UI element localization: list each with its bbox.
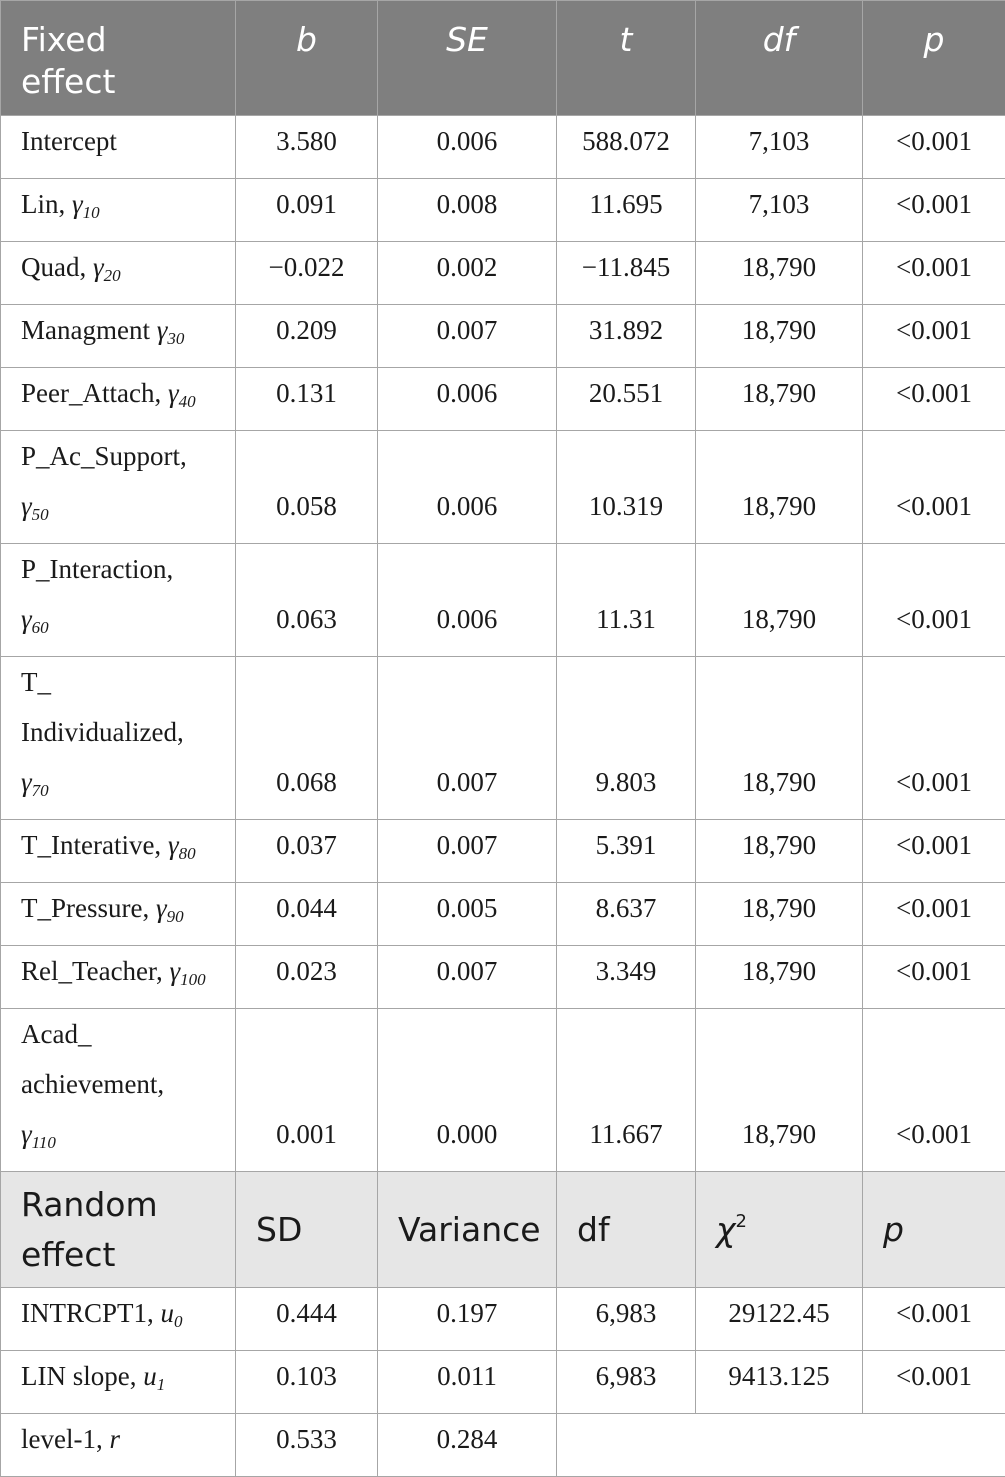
cell-df: 18,790 bbox=[696, 883, 863, 946]
row-label: INTRCPT1, $u_0$ bbox=[1, 1288, 236, 1351]
row-label: T_Pressure, $\gamma_{90}$ bbox=[1, 883, 236, 946]
cell-p: <0.001 bbox=[863, 1009, 1005, 1172]
cell-t: 5.391 bbox=[557, 820, 696, 883]
cell-b: 0.063 bbox=[236, 544, 378, 657]
cell-b: 0.037 bbox=[236, 820, 378, 883]
header-p: p bbox=[863, 1, 1005, 116]
cell-t: 10.319 bbox=[557, 431, 696, 544]
cell-chi-square: 9413.125 bbox=[696, 1351, 863, 1414]
cell-p: <0.001 bbox=[863, 431, 1005, 544]
row-label: level-1, r bbox=[1, 1414, 236, 1477]
row-label: Quad, $\gamma_{20}$ bbox=[1, 242, 236, 305]
cell-p: <0.001 bbox=[863, 657, 1005, 820]
cell-empty bbox=[557, 1414, 1005, 1477]
cell-b: 0.091 bbox=[236, 179, 378, 242]
header-random-p: p bbox=[863, 1172, 1005, 1288]
cell-se: 0.002 bbox=[378, 242, 557, 305]
table-row bbox=[1, 1009, 1005, 1172]
cell-t: 3.349 bbox=[557, 946, 696, 1009]
cell-b: 0.058 bbox=[236, 431, 378, 544]
cell-t: 588.072 bbox=[557, 116, 696, 179]
table-row bbox=[1, 657, 1005, 820]
cell-df: 7,103 bbox=[696, 179, 863, 242]
cell-t: 9.803 bbox=[557, 657, 696, 820]
row-label: P_Interaction, $\gamma_{60}$ bbox=[1, 544, 236, 657]
cell-t: 8.637 bbox=[557, 883, 696, 946]
cell-p: <0.001 bbox=[863, 305, 1005, 368]
cell-df: 18,790 bbox=[696, 544, 863, 657]
cell-b: 0.131 bbox=[236, 368, 378, 431]
table-row bbox=[1, 368, 1005, 431]
row-label: P_Ac_Support, $\gamma_{50}$ bbox=[1, 431, 236, 544]
table-row bbox=[1, 116, 1005, 179]
cell-df: 6,983 bbox=[557, 1288, 696, 1351]
table-row bbox=[1, 179, 1005, 242]
row-label: Rel_Teacher, $\gamma_{100}$ bbox=[1, 946, 236, 1009]
header-se: SE bbox=[378, 1, 557, 116]
cell-p: <0.001 bbox=[863, 1351, 1005, 1414]
cell-sd: 0.103 bbox=[236, 1351, 378, 1414]
cell-variance: 0.284 bbox=[378, 1414, 557, 1477]
cell-p: <0.001 bbox=[863, 946, 1005, 1009]
cell-p: <0.001 bbox=[863, 179, 1005, 242]
row-label: Intercept bbox=[1, 116, 236, 179]
cell-df: 18,790 bbox=[696, 657, 863, 820]
cell-b: 3.580 bbox=[236, 116, 378, 179]
cell-se: 0.007 bbox=[378, 657, 557, 820]
row-label: Managment $\gamma_{30}$ bbox=[1, 305, 236, 368]
cell-se: 0.005 bbox=[378, 883, 557, 946]
header-sd: SD bbox=[236, 1172, 378, 1288]
cell-se: 0.006 bbox=[378, 544, 557, 657]
fixed-effect-header-row bbox=[1, 1, 1005, 116]
cell-se: 0.007 bbox=[378, 820, 557, 883]
cell-b: 0.023 bbox=[236, 946, 378, 1009]
cell-p: <0.001 bbox=[863, 544, 1005, 657]
cell-t: 11.31 bbox=[557, 544, 696, 657]
cell-t: 31.892 bbox=[557, 305, 696, 368]
cell-df: 18,790 bbox=[696, 242, 863, 305]
row-label: T_Interative, $\gamma_{80}$ bbox=[1, 820, 236, 883]
row-label: LIN slope, $u_1$ bbox=[1, 1351, 236, 1414]
cell-t: 11.667 bbox=[557, 1009, 696, 1172]
header-b: b bbox=[236, 1, 378, 116]
row-label: Peer_Attach, $\gamma_{40}$ bbox=[1, 368, 236, 431]
header-df: df bbox=[696, 1, 863, 116]
cell-b: 0.001 bbox=[236, 1009, 378, 1172]
row-label: Acad_ achievement, $\gamma_{110}$ bbox=[1, 1009, 236, 1172]
cell-t: 11.695 bbox=[557, 179, 696, 242]
row-label: T_ Individualized, $\gamma_{70}$ bbox=[1, 657, 236, 820]
cell-chi-square: 29122.45 bbox=[696, 1288, 863, 1351]
table-row bbox=[1, 431, 1005, 544]
table-row bbox=[1, 544, 1005, 657]
cell-df: 18,790 bbox=[696, 368, 863, 431]
cell-b: 0.044 bbox=[236, 883, 378, 946]
table-row bbox=[1, 242, 1005, 305]
cell-p: <0.001 bbox=[863, 820, 1005, 883]
cell-t: 20.551 bbox=[557, 368, 696, 431]
table-row bbox=[1, 883, 1005, 946]
cell-df: 18,790 bbox=[696, 820, 863, 883]
cell-df: 18,790 bbox=[696, 1009, 863, 1172]
cell-t: −11.845 bbox=[557, 242, 696, 305]
cell-p: <0.001 bbox=[863, 242, 1005, 305]
cell-sd: 0.533 bbox=[236, 1414, 378, 1477]
cell-p: <0.001 bbox=[863, 1288, 1005, 1351]
cell-df: 18,790 bbox=[696, 431, 863, 544]
cell-se: 0.006 bbox=[378, 116, 557, 179]
cell-se: 0.007 bbox=[378, 305, 557, 368]
cell-se: 0.007 bbox=[378, 946, 557, 1009]
header-fixed-effect: Fixed effect bbox=[1, 1, 236, 116]
cell-sd: 0.444 bbox=[236, 1288, 378, 1351]
row-label: Lin, $\gamma_{10}$ bbox=[1, 179, 236, 242]
table-row bbox=[1, 1351, 1005, 1414]
cell-variance: 0.197 bbox=[378, 1288, 557, 1351]
cell-df: 18,790 bbox=[696, 946, 863, 1009]
table-row bbox=[1, 820, 1005, 883]
header-random-effect: Random effect bbox=[1, 1172, 236, 1288]
table-row bbox=[1, 1414, 1005, 1477]
cell-b: −0.022 bbox=[236, 242, 378, 305]
table-row bbox=[1, 946, 1005, 1009]
random-effect-header-row bbox=[1, 1172, 1005, 1288]
header-t: t bbox=[557, 1, 696, 116]
cell-se: 0.006 bbox=[378, 368, 557, 431]
cell-p: <0.001 bbox=[863, 116, 1005, 179]
cell-p: <0.001 bbox=[863, 883, 1005, 946]
table-row bbox=[1, 305, 1005, 368]
cell-b: 0.068 bbox=[236, 657, 378, 820]
cell-b: 0.209 bbox=[236, 305, 378, 368]
cell-df: 18,790 bbox=[696, 305, 863, 368]
cell-se: 0.008 bbox=[378, 179, 557, 242]
header-random-df: df bbox=[557, 1172, 696, 1288]
cell-variance: 0.011 bbox=[378, 1351, 557, 1414]
header-variance: Variance bbox=[378, 1172, 557, 1288]
cell-se: 0.006 bbox=[378, 431, 557, 544]
table-row bbox=[1, 1288, 1005, 1351]
cell-df: 6,983 bbox=[557, 1351, 696, 1414]
cell-p: <0.001 bbox=[863, 368, 1005, 431]
cell-se: 0.000 bbox=[378, 1009, 557, 1172]
cell-df: 7,103 bbox=[696, 116, 863, 179]
header-chi-square: $\chi^2$ bbox=[696, 1172, 863, 1288]
